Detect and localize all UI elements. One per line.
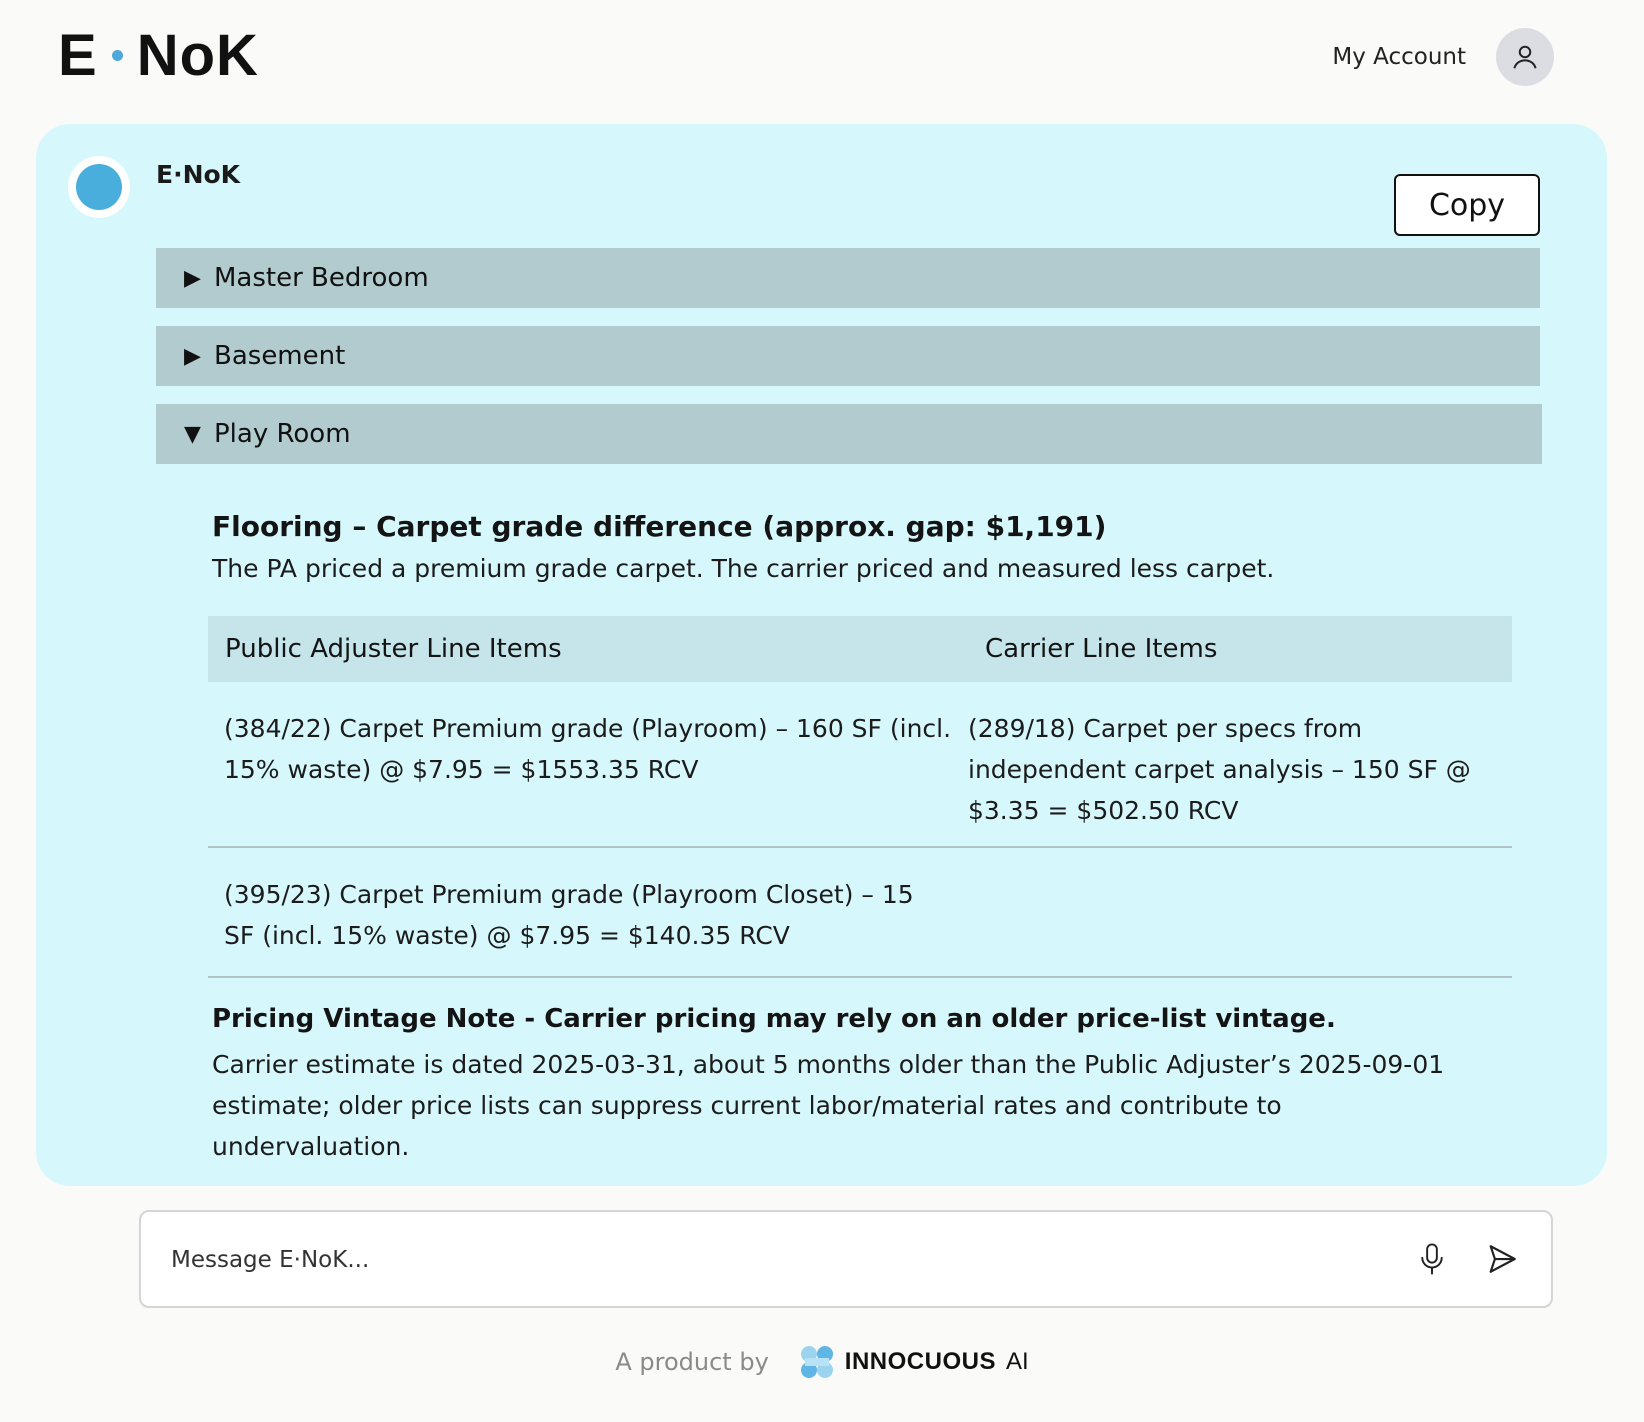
pricing-note-body: Carrier estimate is dated 2025-03-31, about 5 months older than the Public Adjuster’s 2025-09-01 estimate; older price lists can suppress current labor/material rates and contribute to undervaluation. xyxy=(212,1050,1445,1161)
logo-dot xyxy=(112,50,123,61)
column-header-carrier: Carrier Line Items xyxy=(985,634,1218,664)
bot-avatar-dot xyxy=(76,164,122,210)
message-input[interactable] xyxy=(169,1234,1373,1286)
pa-line-item: (384/22) Carpet Premium grade (Playroom) – 160 SF (incl. 15% waste) @ $7.95 = $1553.35 RCV xyxy=(224,714,952,784)
assistant-message-card xyxy=(36,124,1607,1186)
brand-name: INNOCUOUS xyxy=(844,1348,996,1375)
pa-line-item: (395/23) Carpet Premium grade (Playroom Closet) – 15 SF (incl. 15% waste) @ $7.95 = $140.35 RCV xyxy=(224,880,914,950)
microphone-icon[interactable] xyxy=(1417,1242,1447,1280)
footer-by-label: A product by xyxy=(615,1348,769,1376)
account-menu[interactable] xyxy=(1332,28,1554,86)
section-basement[interactable] xyxy=(156,326,1540,386)
my-account-link[interactable]: My Account xyxy=(1332,44,1466,70)
section-play-room[interactable] xyxy=(156,404,1542,464)
send-icon[interactable] xyxy=(1485,1242,1519,1280)
table-row xyxy=(208,848,1512,978)
section-label: Basement xyxy=(214,341,346,371)
expand-arrow-icon: ▶ xyxy=(184,343,201,369)
section-label: Play Room xyxy=(214,419,351,449)
message-composer xyxy=(139,1210,1553,1308)
column-header-pa: Public Adjuster Line Items xyxy=(225,634,562,664)
bot-name: E·NoK xyxy=(156,160,241,189)
user-icon xyxy=(1510,42,1540,72)
app-logo[interactable] xyxy=(58,22,259,89)
table-row xyxy=(208,682,1512,848)
bot-avatar xyxy=(68,156,130,218)
copy-button[interactable]: Copy xyxy=(1394,174,1540,236)
user-avatar[interactable] xyxy=(1496,28,1554,86)
flooring-description: The PA priced a premium grade carpet. The carrier priced and measured less carpet. xyxy=(212,554,1275,583)
section-label: Master Bedroom xyxy=(214,263,429,293)
carrier-line-item xyxy=(944,874,1474,976)
brand-suffix: AI xyxy=(1005,1348,1029,1375)
footer xyxy=(0,1344,1644,1380)
brand-logo-icon xyxy=(799,1344,835,1380)
carrier-line-item: (289/18) Carpet per specs from independent carpet analysis – 150 SF @ $3.35 = $502.50 RCV xyxy=(968,714,1471,825)
collapse-arrow-icon: ▼ xyxy=(184,421,201,447)
section-master-bedroom[interactable] xyxy=(156,248,1540,308)
logo-text-right: NoK xyxy=(136,23,259,88)
expand-arrow-icon: ▶ xyxy=(184,265,201,291)
logo-text-left: E xyxy=(58,23,98,88)
table-header-row xyxy=(208,616,1512,682)
innocuous-ai-logo[interactable] xyxy=(799,1344,1029,1380)
pricing-note-heading: Pricing Vintage Note - Carrier pricing may rely on an older price-list vintage. xyxy=(212,1004,1336,1034)
flooring-heading: Flooring – Carpet grade difference (approx. gap: $1,191) xyxy=(212,510,1107,543)
line-items-table xyxy=(208,616,1512,978)
